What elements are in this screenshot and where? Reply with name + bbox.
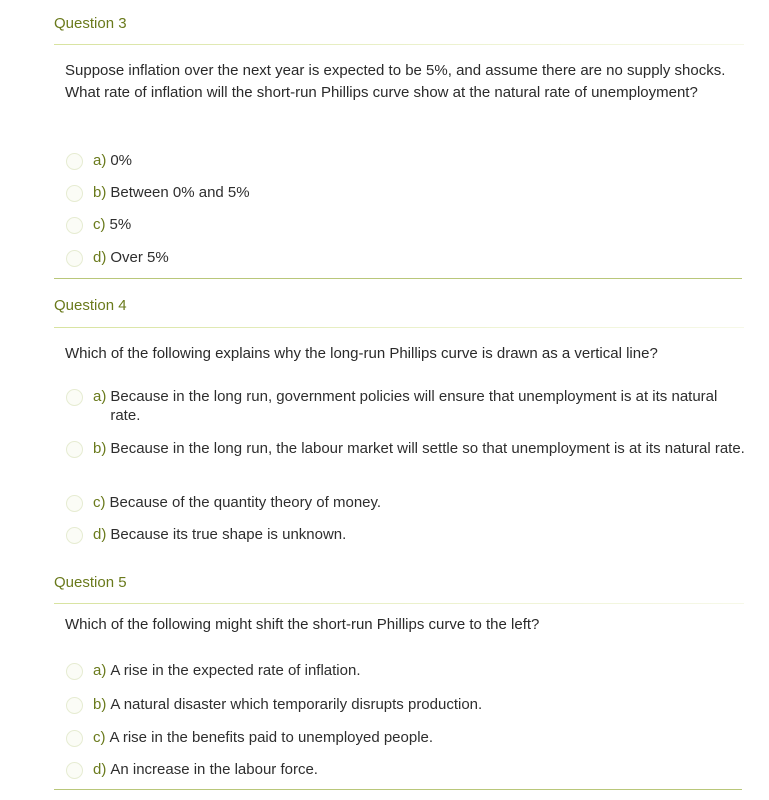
option-text: Because of the quantity theory of money. (109, 494, 382, 511)
radio-button-icon[interactable] (66, 495, 83, 512)
option-letter: d) (93, 526, 107, 543)
question-4-text: Which of the following explains why the long-run Phillips curve is drawn as a vertical line? (65, 345, 658, 362)
radio-button-icon[interactable] (66, 185, 83, 202)
radio-button-icon[interactable] (66, 441, 83, 458)
question-3-option-a[interactable] (66, 151, 746, 170)
question-5-option-c[interactable] (66, 728, 746, 747)
question-5-title-divider (54, 603, 744, 604)
option-letter: c) (93, 729, 106, 746)
radio-button-icon[interactable] (66, 730, 83, 747)
radio-button-icon[interactable] (66, 153, 83, 170)
question-5-option-b[interactable] (66, 695, 746, 714)
radio-button-icon[interactable] (66, 250, 83, 267)
option-letter: c) (93, 494, 106, 511)
option-text: 0% (110, 152, 133, 169)
option-letter: b) (93, 184, 107, 201)
question-5-option-d[interactable] (66, 760, 746, 779)
question-3-title: Question 3 (54, 15, 127, 32)
option-text: A rise in the expected rate of inflation. (110, 662, 361, 679)
option-text: A natural disaster which temporarily disrupts production. (110, 696, 483, 713)
question-4-option-c[interactable] (66, 493, 746, 512)
question-4-option-d[interactable] (66, 525, 746, 544)
option-letter: a) (93, 152, 107, 169)
option-text: An increase in the labour force. (110, 761, 318, 778)
option-letter: d) (93, 761, 107, 778)
radio-button-icon[interactable] (66, 389, 83, 406)
question-3-option-b[interactable] (66, 183, 746, 202)
question-5-end-divider (54, 789, 742, 790)
option-letter: b) (93, 440, 107, 457)
option-letter: d) (93, 249, 107, 266)
question-3-title-divider (54, 44, 744, 45)
question-4-title: Question 4 (54, 297, 127, 314)
radio-button-icon[interactable] (66, 663, 83, 680)
question-4-title-divider (54, 327, 744, 328)
question-3-end-divider (54, 278, 742, 279)
option-letter: b) (93, 696, 107, 713)
question-4-option-b[interactable] (66, 439, 746, 458)
question-5-title: Question 5 (54, 574, 127, 591)
radio-button-icon[interactable] (66, 527, 83, 544)
option-text: Between 0% and 5% (110, 184, 250, 201)
question-3-option-d[interactable] (66, 248, 746, 267)
question-3-option-c[interactable] (66, 215, 746, 234)
option-letter: a) (93, 662, 107, 679)
option-text: 5% (109, 216, 132, 233)
option-letter: c) (93, 216, 106, 233)
radio-button-icon[interactable] (66, 217, 83, 234)
option-letter: a) (93, 388, 107, 405)
option-text: Because in the long run, the labour market will settle so that unemployment is at its natural rate. (110, 440, 745, 457)
question-5-option-a[interactable] (66, 661, 746, 680)
option-text: A rise in the benefits paid to unemployed people. (109, 729, 434, 746)
question-5-text: Which of the following might shift the short-run Phillips curve to the left? (65, 616, 540, 633)
option-text: Because in the long run, government policies will ensure that unemployment is at its natural rate. (110, 388, 718, 424)
radio-button-icon[interactable] (66, 697, 83, 714)
radio-button-icon[interactable] (66, 762, 83, 779)
option-text: Because its true shape is unknown. (110, 526, 347, 543)
option-text: Over 5% (110, 249, 169, 266)
question-4-option-a[interactable] (66, 387, 746, 425)
question-3-text: Suppose inflation over the next year is expected to be 5%, and assume there are no supply shocks. What rate of inflation will the short-run Phillips curve show at the natural rate of unemployment? (65, 62, 726, 101)
